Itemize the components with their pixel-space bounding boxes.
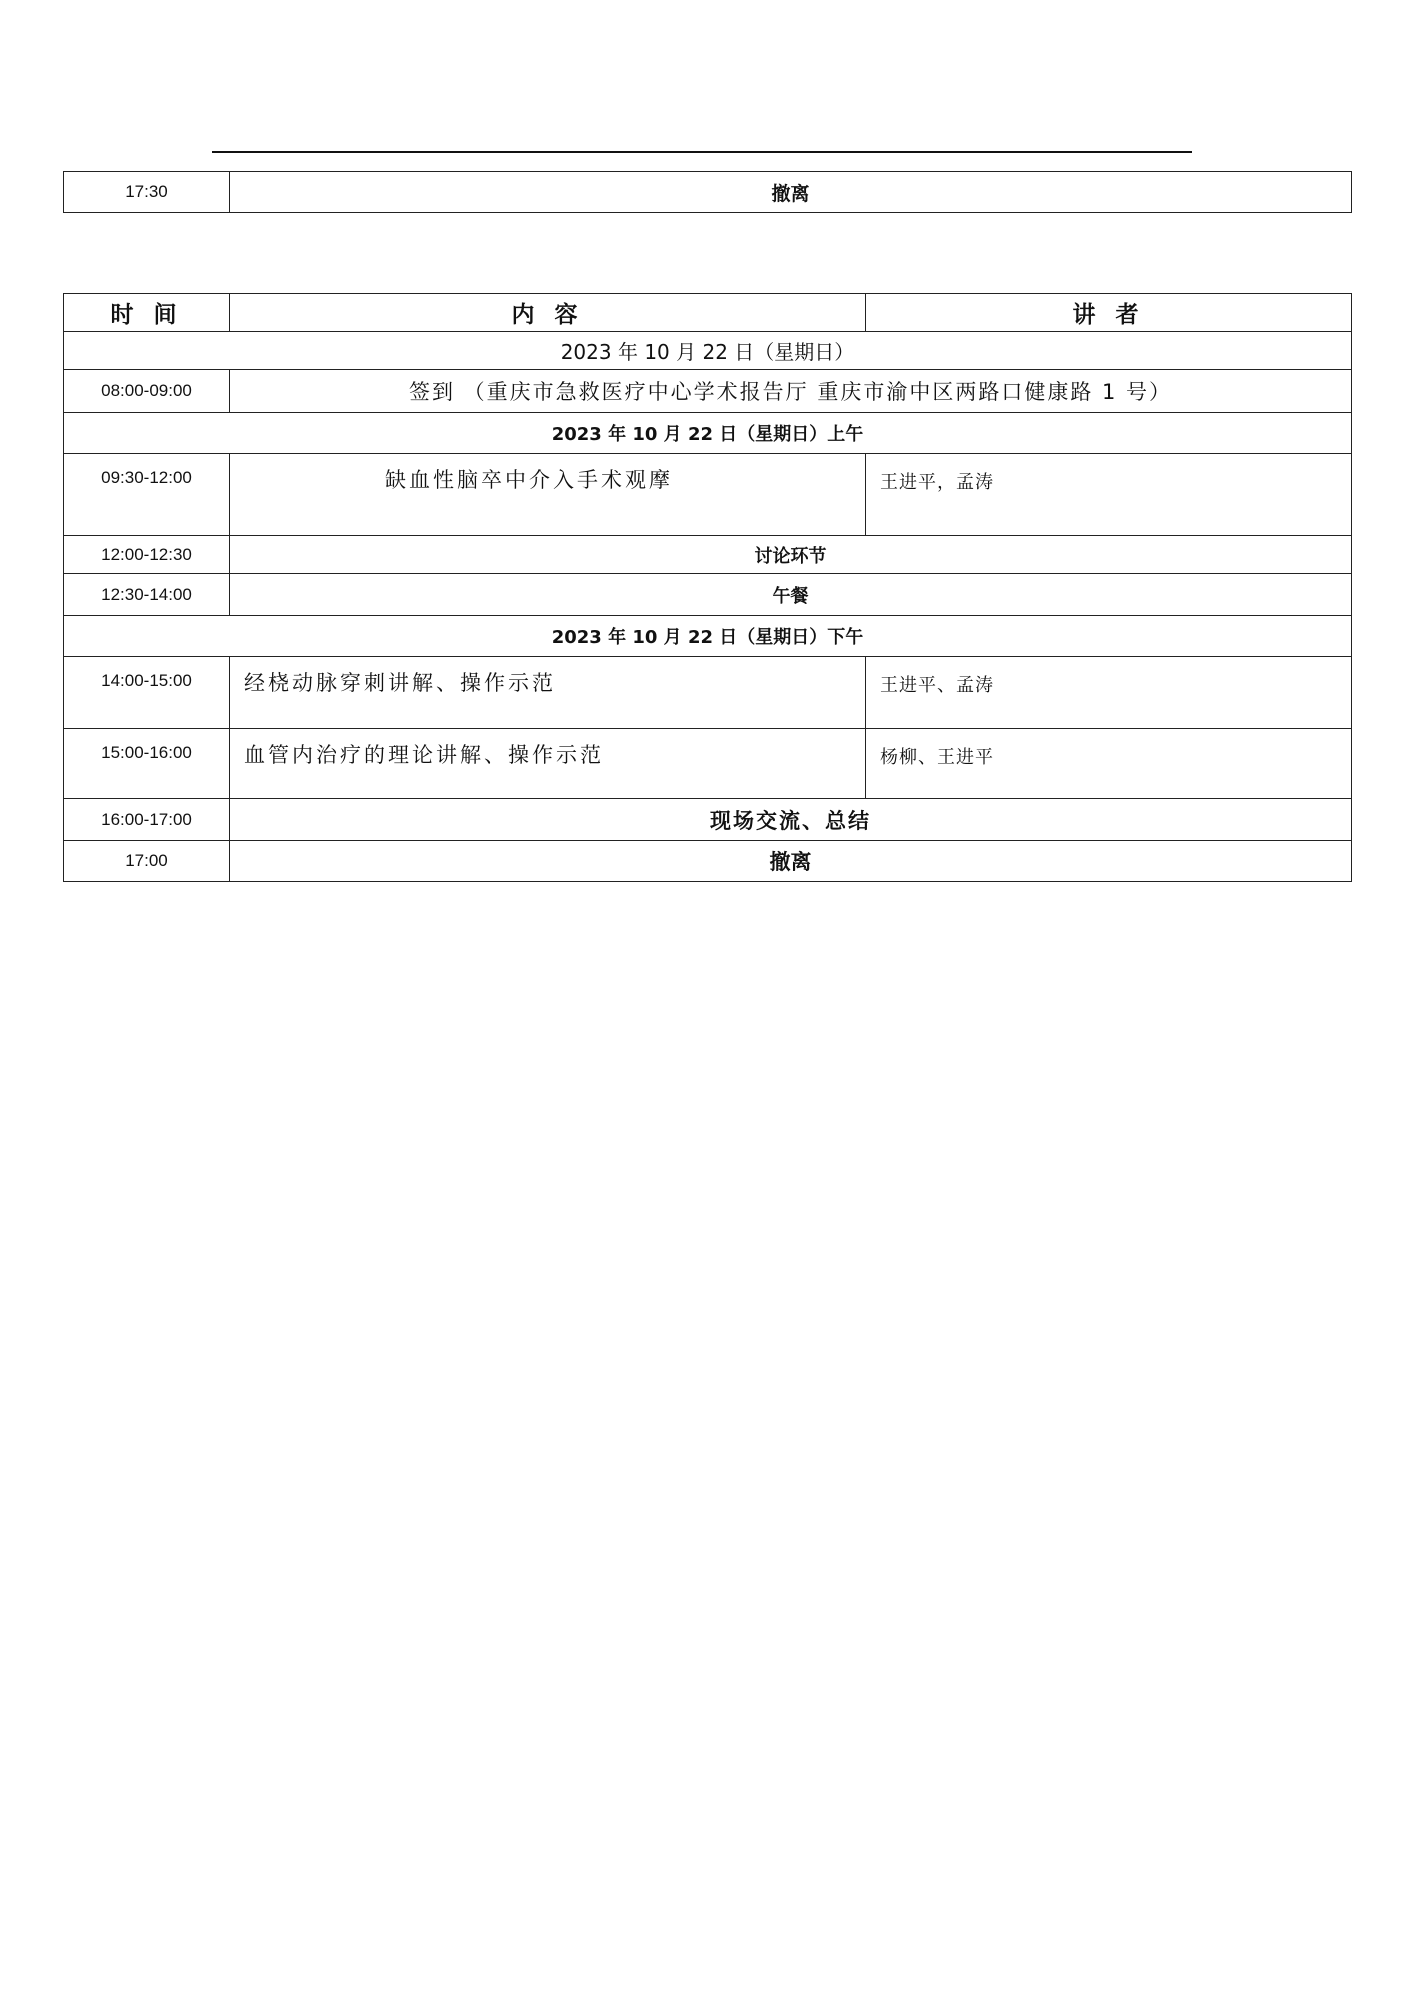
header-row: [64, 294, 1352, 332]
table-row: [64, 657, 1352, 729]
morning-date: 2023 年 10 月 22 日（星期日）上午: [64, 413, 1352, 454]
speaker-cell: 王进平、孟涛: [866, 657, 1352, 729]
speaker-cell: 王进平，孟涛: [866, 454, 1352, 536]
table-row: [64, 370, 1352, 413]
event-cell: 现场交流、总结: [230, 799, 1352, 841]
time-cell: 16:00-17:00: [64, 799, 230, 841]
date-row: [64, 332, 1352, 370]
content-cell: 血管内治疗的理论讲解、操作示范: [230, 729, 866, 799]
date-row: [64, 616, 1352, 657]
time-cell: 14:00-15:00: [64, 657, 230, 729]
time-cell: 08:00-09:00: [64, 370, 230, 413]
table-row: [64, 172, 1352, 213]
time-cell: 17:30: [64, 172, 230, 213]
event-cell: 撤离: [230, 172, 1352, 213]
time-cell: 17:00: [64, 841, 230, 882]
previous-day-end-table: [63, 171, 1352, 213]
time-cell: 15:00-16:00: [64, 729, 230, 799]
speaker-cell: 杨柳、王进平: [866, 729, 1352, 799]
table-row: [64, 574, 1352, 616]
table-row: [64, 799, 1352, 841]
date-row: [64, 413, 1352, 454]
content-cell: 缺血性脑卒中介入手术观摩: [230, 454, 866, 536]
table-row: [64, 729, 1352, 799]
day-date: 2023 年 10 月 22 日（星期日）: [64, 332, 1352, 370]
table-row: [64, 454, 1352, 536]
header-content: 内 容: [230, 294, 866, 332]
checkin-cell: 签到 （重庆市急救医疗中心学术报告厅 重庆市渝中区两路口健康路 1 号）: [230, 370, 1352, 413]
event-cell: 讨论环节: [230, 536, 1352, 574]
time-cell: 12:30-14:00: [64, 574, 230, 616]
table-row: [64, 841, 1352, 882]
event-cell: 撤离: [230, 841, 1352, 882]
table-row: [64, 536, 1352, 574]
event-cell: 午餐: [230, 574, 1352, 616]
time-cell: 09:30-12:00: [64, 454, 230, 536]
time-cell: 12:00-12:30: [64, 536, 230, 574]
afternoon-date: 2023 年 10 月 22 日（星期日）下午: [64, 616, 1352, 657]
header-rule: [212, 151, 1192, 153]
content-cell: 经桡动脉穿刺讲解、操作示范: [230, 657, 866, 729]
header-time: 时 间: [64, 294, 230, 332]
schedule-table: [63, 293, 1352, 882]
header-speaker: 讲 者: [866, 294, 1352, 332]
